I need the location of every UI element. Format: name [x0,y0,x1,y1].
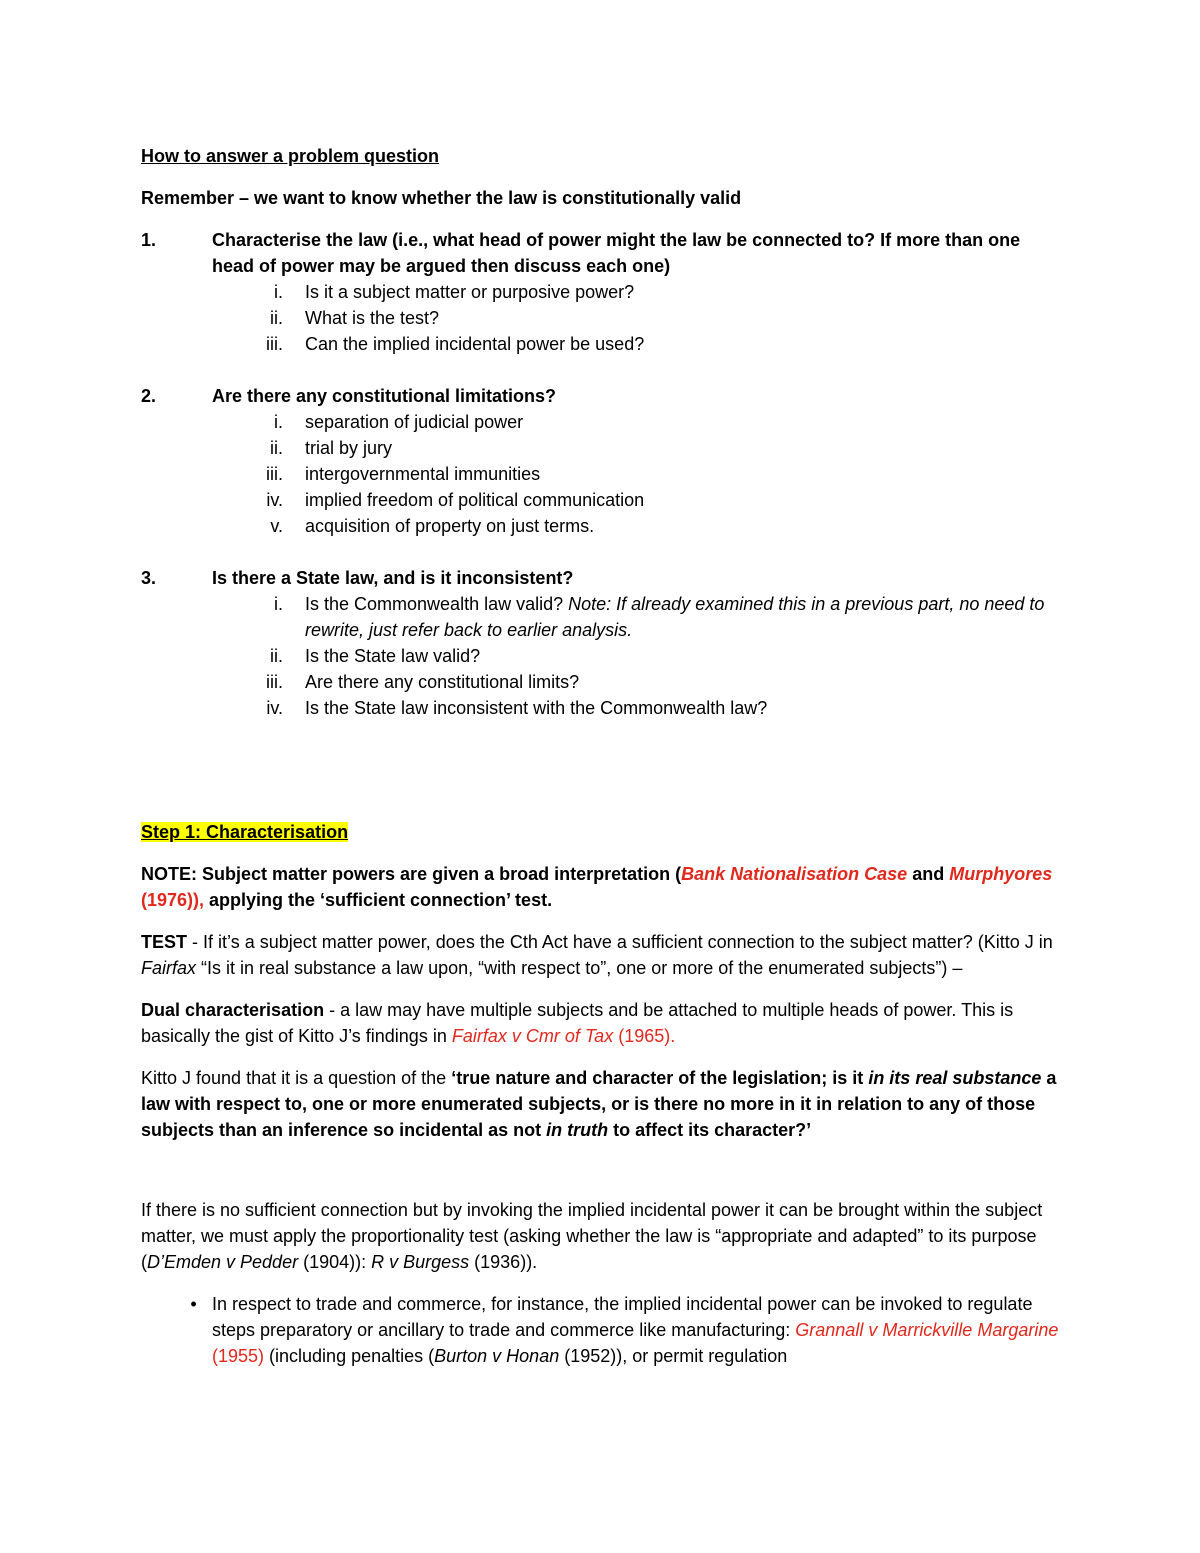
sub-item: i. separation of judicial power [274,412,524,432]
sub-item: ii. Is the State law valid? [270,646,481,666]
sub-item: iv. Is the State law inconsistent with the Commonwealth law? [266,698,768,718]
step-1-title [141,227,1061,279]
sub-item: iii. Are there any constitutional limits? [266,672,580,692]
sub-item: iii. intergovernmental immunities [266,464,541,484]
step-text: Are there any constitutional limitations? [212,386,557,406]
step-2-title [141,383,1061,409]
sub-item: i. Is the Commonwealth law valid? Note: If already examined this in a previous part, no need to rewrite, just refer back to earlier analysis. [274,594,1045,640]
note-paragraph: NOTE: Subject matter powers are given a broad interpretation (Bank Nationalisation Case and Murphyores (1976)), applying the ‘sufficient connection’ test. [141,864,1053,910]
step-2-subitems [141,409,1061,539]
incidental-paragraph: If there is no sufficient connection but by invoking the implied incidental power it can be brought within the subject matter, we must apply the proportionality test (asking whether the law is “appropriate and adapted” to its purpose (D’Emden v Pedder (1904)): R v Burgess (1936)). [141,1200,1043,1272]
step-number: 1. [141,230,157,250]
step-3-title [141,565,1061,591]
sub-item: iv. implied freedom of political communication [266,490,645,510]
remember-line: Remember – we want to know whether the law is constitutionally valid [141,188,742,208]
step-2-block [141,383,1061,539]
step-text: Characterise the law (i.e., what head of power might the law be connected to? If more than one head of power may be argued then discuss each one) [212,230,1021,276]
sub-item: ii. What is the test? [270,308,440,328]
step-1-block [141,227,1061,357]
kitto-paragraph: Kitto J found that it is a question of the ‘true nature and character of the legislation; is it in its real substance a law with respect to, one or more enumerated subjects, or is there no more in it in relation to any of those subjects than an inference so incidental as not in truth to affect its character?’ [141,1068,1057,1140]
step-number: 3. [141,568,157,588]
bullet-icon: • [190,1294,197,1314]
step-3-block [141,565,1061,721]
bullet-text: In respect to trade and commerce, for instance, the implied incidental power can be invoked to regulate steps preparatory or ancillary to trade and commerce like manufacturing: Grannall v Marrickville Margarine (1955) (including penalties (Burton v Honan (1952)), or permit regulation [212,1294,1059,1366]
step-3-subitems [141,591,1061,721]
document-title: How to answer a problem question [141,146,440,166]
document-body [141,143,1061,1369]
sub-item: i. Is it a subject matter or purposive power? [274,282,635,302]
step-number: 2. [141,386,157,406]
bullet-item [141,1291,1061,1369]
step1-heading: Step 1: Characterisation [141,822,349,842]
sub-item: ii. trial by jury [270,438,393,458]
step-text: Is there a State law, and is it inconsistent? [212,568,574,588]
sub-item: iii. Can the implied incidental power be used? [266,334,645,354]
dual-paragraph: Dual characterisation - a law may have multiple subjects and be attached to multiple heads of power. This is basically the gist of Kitto J’s findings in Fairfax v Cmr of Tax (1965). [141,1000,1014,1046]
step-1-subitems [141,279,1061,357]
test-paragraph: TEST - If it’s a subject matter power, does the Cth Act have a sufficient connection to the subject matter? (Kitto J in Fairfax “Is it in real substance a law upon, “with respect to”, one or more of the enumerated subjects”) – [141,932,1053,978]
sub-item: v. acquisition of property on just terms. [270,516,595,536]
